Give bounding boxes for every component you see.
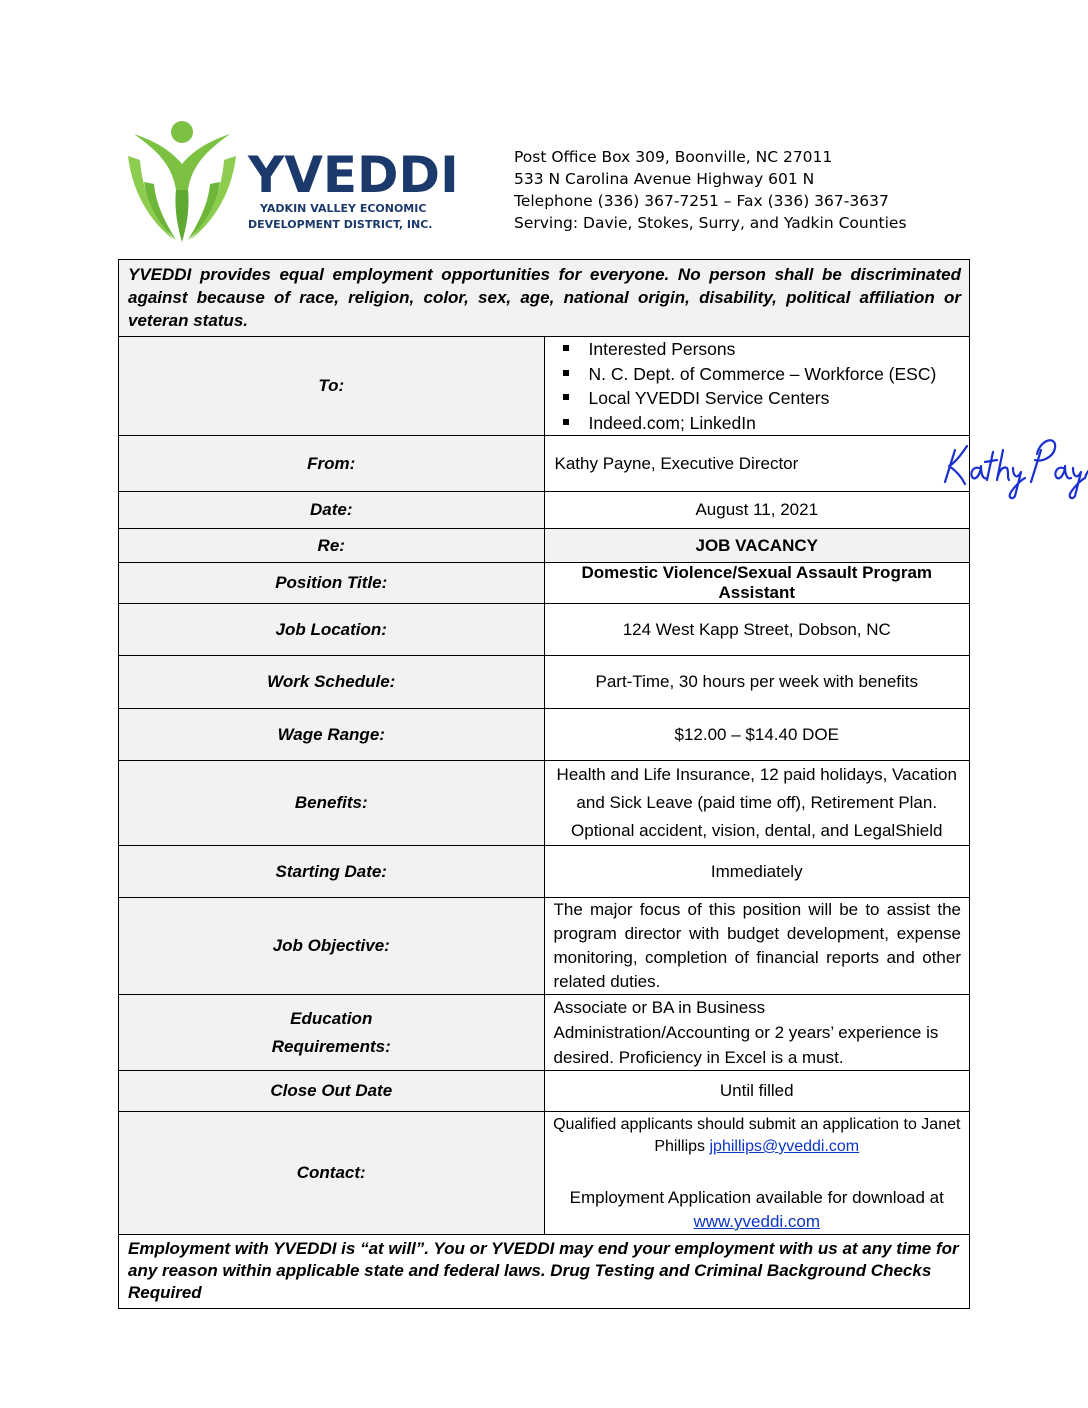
date-value: August 11, 2021 bbox=[544, 492, 970, 529]
list-item: Interested Persons bbox=[563, 337, 960, 362]
yveddi-logo bbox=[126, 120, 456, 244]
from-value-cell bbox=[544, 436, 970, 492]
address-block bbox=[514, 146, 907, 234]
contact-email-link[interactable]: jphillips@yveddi.com bbox=[709, 1138, 860, 1155]
list-item: N. C. Dept. of Commerce – Workforce (ESC) bbox=[563, 362, 960, 387]
job-objective-value: The major focus of this position will be to assist the program director with budget development, expense monitoring, completion of financial reports and other related duties. bbox=[544, 898, 970, 995]
at-will-notice: Employment with YVEDDI is “at will”. You or YVEDDI may end your employment with us at any time for any reason within applicable state and federal laws. Drug Testing and Criminal Background Checks Required bbox=[119, 1235, 970, 1309]
service-area-line: Serving: Davie, Stokes, Surry, and Yadkin Counties bbox=[514, 214, 907, 232]
address-line: 533 N Carolina Avenue Highway 601 N bbox=[514, 170, 815, 188]
education-value: Associate or BA in Business Administration/Accounting or 2 years’ experience is desired. Proficiency in Excel is a must. bbox=[544, 995, 970, 1071]
date-label: Date: bbox=[119, 492, 545, 529]
address-line: Post Office Box 309, Boonville, NC 27011 bbox=[514, 148, 833, 166]
logo-subtitle-line2: DEVELOPMENT DISTRICT, INC. bbox=[248, 218, 433, 231]
job-location-value: 124 West Kapp Street, Dobson, NC bbox=[544, 604, 970, 656]
job-vacancy-table bbox=[118, 259, 970, 1309]
recipient-list bbox=[555, 337, 960, 435]
close-out-date-value: Until filled bbox=[544, 1071, 970, 1112]
phone-line: Telephone (336) 367-7251 – Fax (336) 367-3637 bbox=[514, 192, 889, 210]
work-schedule-label: Work Schedule: bbox=[119, 656, 545, 709]
bullet-icon bbox=[563, 419, 569, 425]
bullet-icon bbox=[563, 394, 569, 400]
contact-line-1: Qualified applicants should submit an application to Janet Phillips jphillips@yveddi.com bbox=[553, 1116, 961, 1155]
signature bbox=[937, 432, 1088, 502]
from-value: Kathy Payne, Executive Director bbox=[554, 453, 799, 473]
job-objective-label: Job Objective: bbox=[119, 898, 545, 995]
position-title-label: Position Title: bbox=[119, 563, 545, 604]
to-value bbox=[544, 337, 970, 436]
website-link[interactable]: www.yveddi.com bbox=[693, 1212, 821, 1231]
benefits-label: Benefits: bbox=[119, 761, 545, 846]
education-label: Education Requirements: bbox=[119, 995, 545, 1071]
close-out-date-label: Close Out Date bbox=[119, 1071, 545, 1112]
starting-date-label: Starting Date: bbox=[119, 846, 545, 898]
position-title-value: Domestic Violence/Sexual Assault Program Assistant bbox=[544, 563, 970, 604]
re-label: Re: bbox=[119, 529, 545, 563]
job-location-label: Job Location: bbox=[119, 604, 545, 656]
list-item: Local YVEDDI Service Centers bbox=[563, 386, 960, 411]
wage-range-label: Wage Range: bbox=[119, 709, 545, 761]
to-label: To: bbox=[119, 337, 545, 436]
list-item: Indeed.com; LinkedIn bbox=[563, 411, 960, 436]
re-value: JOB VACANCY bbox=[544, 529, 970, 563]
contact-label: Contact: bbox=[119, 1112, 545, 1235]
logo-subtitle-line1: YADKIN VALLEY ECONOMIC bbox=[260, 202, 427, 215]
bullet-icon bbox=[563, 370, 569, 376]
logo-wordmark: YVEDDI bbox=[248, 146, 456, 204]
equal-opportunity-notice: YVEDDI provides equal employment opportunities for everyone. No person shall be discriminated against because of race, religion, color, sex, age, national origin, disability, political affiliation or veteran status. bbox=[119, 260, 970, 337]
contact-line-2: Employment Application available for download at www.yveddi.com bbox=[569, 1188, 944, 1231]
bullet-icon bbox=[563, 345, 569, 351]
benefits-value: Health and Life Insurance, 12 paid holidays, Vacation and Sick Leave (paid time off), Retirement Plan. Optional accident, vision, dental, and LegalShield bbox=[544, 761, 970, 846]
starting-date-value: Immediately bbox=[544, 846, 970, 898]
from-label: From: bbox=[119, 436, 545, 492]
work-schedule-value: Part-Time, 30 hours per week with benefits bbox=[544, 656, 970, 709]
wage-range-value: $12.00 – $14.40 DOE bbox=[544, 709, 970, 761]
contact-value bbox=[544, 1112, 970, 1235]
